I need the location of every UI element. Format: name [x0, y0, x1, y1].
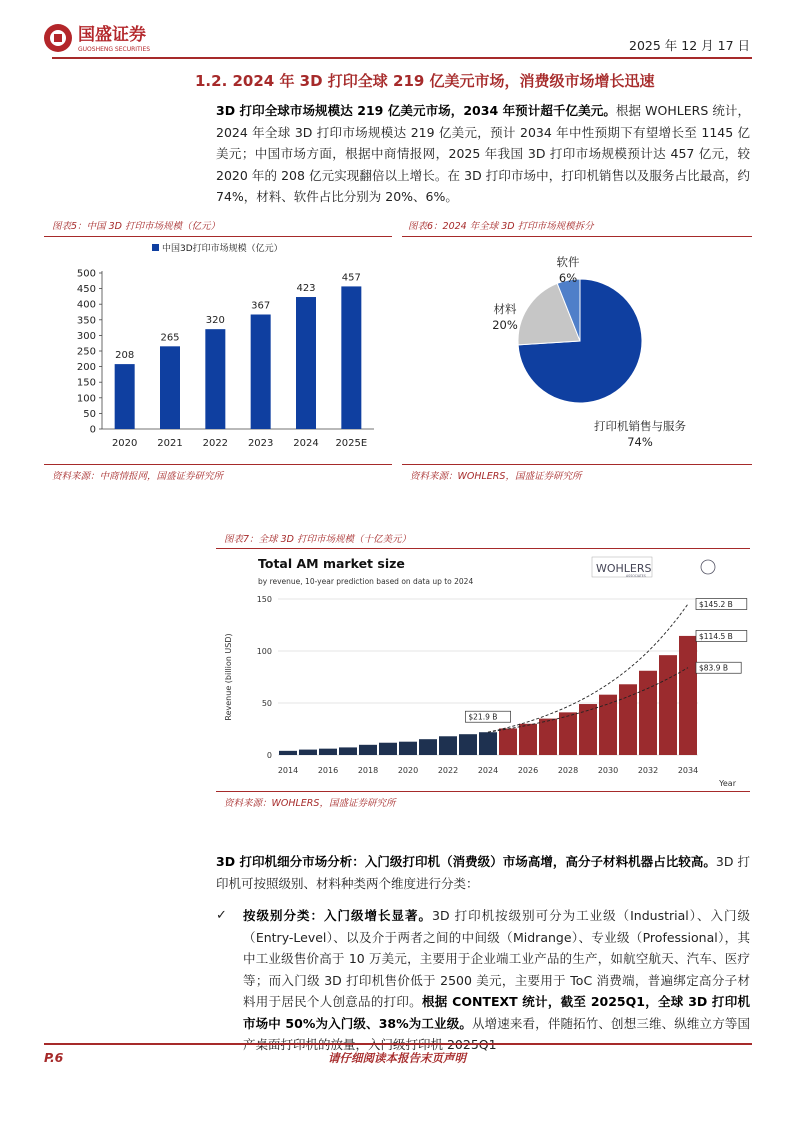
bar-value-label: 265 — [160, 332, 180, 344]
callout-label: $145.2 B — [699, 599, 733, 609]
bar — [359, 745, 377, 755]
bar — [296, 297, 316, 429]
bar — [419, 739, 437, 755]
y-tick-label: 50 — [83, 408, 96, 420]
report-date: 2025 年 12 月 17 日 — [629, 38, 750, 53]
x-tick-label: 2022 — [202, 438, 229, 449]
paragraph-market-size — [216, 100, 750, 208]
bar — [205, 329, 225, 429]
figure6-source: 资料来源：WOHLERS，国盛证券研究所 — [410, 471, 582, 482]
chart-title: Total AM market size — [258, 556, 405, 571]
figure5-source: 资料来源：中商情报网，国盛证券研究所 — [52, 471, 224, 482]
x-tick-label: 2032 — [637, 766, 659, 775]
pie-slice-percent: 6% — [558, 271, 578, 285]
figure6-source-rule — [402, 464, 752, 465]
x-tick-label: 2018 — [357, 766, 379, 775]
legend-swatch — [152, 244, 159, 251]
bullet-lead: 按级别分类：入门级增长显著。 — [243, 908, 433, 923]
bar-value-label: 367 — [251, 300, 271, 312]
x-tick-label: 2030 — [597, 766, 619, 775]
x-tick-label: 2020 — [397, 766, 419, 775]
logo-en-text: GUOSHENG SECURITIES — [78, 46, 151, 53]
bar — [599, 695, 617, 755]
footer-disclaimer-note: 请仔细阅读本报告末页声明 — [328, 1051, 466, 1065]
guosheng-logo — [40, 18, 190, 58]
y-tick-label: 0 — [89, 424, 96, 436]
figure7-caption: 图表7：全球 3D 打印市场规模（十亿美元） — [224, 534, 411, 545]
bar — [279, 751, 297, 755]
y-tick-label: 50 — [261, 699, 272, 708]
bullet-body-tail: 从增速来看，伴随拓竹、创想三维、纵维立方等国产桌面打印机的放量，入门级打印机 2025Q1 — [243, 1015, 750, 1052]
y-tick-label: 350 — [76, 315, 96, 327]
pie-slice-percent: 74% — [627, 435, 653, 449]
bar — [639, 671, 657, 755]
x-tick-label: 2028 — [557, 766, 579, 775]
figure7-source: 资料来源：WOHLERS，国盛证券研究所 — [224, 798, 396, 809]
header-rule — [52, 57, 752, 59]
y-axis-label: Revenue (billion USD) — [224, 633, 233, 721]
pie-slice-label: 材料 — [493, 302, 517, 316]
y-tick-label: 100 — [76, 393, 96, 405]
bar — [341, 286, 361, 429]
bar — [339, 747, 357, 755]
callout-label: $83.9 B — [699, 663, 729, 673]
figure7-global-am-market-chart — [224, 549, 744, 789]
footer-rule — [44, 1043, 752, 1045]
bar — [619, 684, 637, 755]
bullet-by-level — [243, 905, 750, 1056]
section-title: 1.2. 2024 年 3D 打印全球 219 亿美元市场，消费级市场增长迅速 — [195, 72, 655, 90]
x-tick-label: 2024 — [293, 438, 319, 449]
paragraph-lead: 3D 打印全球市场规模达 219 亿美元市场，2034 年预计超千亿美元。 — [216, 103, 616, 118]
pie-slice-label: 打印机销售与服务 — [594, 419, 686, 433]
paragraph-printer-segments — [216, 851, 750, 894]
y-tick-label: 150 — [76, 377, 96, 389]
chart-subtitle: by revenue, 10-year prediction based on data up to 2024 — [258, 577, 474, 586]
bar — [399, 742, 417, 755]
wohlers-logo-subtext: ASSOCIATES — [626, 574, 646, 578]
paragraph-lead: 3D 打印机细分市场分析：入门级打印机（消费级）市场高增，高分子材料机器占比较高。 — [216, 854, 716, 869]
x-axis-label: Year — [719, 779, 736, 788]
bar — [539, 719, 557, 755]
logo-emblem-icon — [40, 18, 190, 58]
bar — [115, 364, 135, 429]
wohlers-logo-text: WOHLERS — [596, 562, 652, 575]
bar — [659, 655, 677, 755]
y-tick-label: 450 — [76, 284, 96, 296]
bar — [559, 712, 577, 755]
bar — [251, 314, 271, 429]
x-tick-label: 2014 — [277, 766, 299, 775]
x-tick-label: 2020 — [111, 438, 138, 449]
bar — [439, 736, 457, 755]
bar — [319, 749, 337, 755]
x-tick-label: 2026 — [517, 766, 539, 775]
x-tick-label: 2024 — [477, 766, 499, 775]
bar-value-label: 457 — [341, 272, 361, 284]
figure5-china-market-bar-chart — [44, 236, 392, 462]
bar — [679, 636, 697, 755]
x-tick-label: 2025E — [335, 438, 368, 449]
y-tick-label: 0 — [266, 751, 272, 760]
bar — [379, 743, 397, 755]
bar — [299, 750, 317, 755]
pie-slice-label: 软件 — [556, 255, 580, 269]
y-tick-label: 200 — [76, 362, 96, 374]
y-tick-label: 250 — [76, 346, 96, 358]
bar-value-label: 320 — [205, 315, 225, 327]
legend-label: 中国3D打印市场规模（亿元） — [162, 244, 283, 254]
logo-cn-text: 国盛证券 — [78, 25, 146, 45]
y-tick-label: 150 — [256, 595, 272, 604]
x-tick-label: 2016 — [317, 766, 339, 775]
checkmark-icon: ✓ — [216, 908, 227, 923]
pie-slice-percent: 20% — [492, 318, 518, 332]
paragraph-body: 3D 打印机可按照级别、材料种类两个维度进行分类： — [216, 854, 750, 891]
page-number: P.6 — [44, 1050, 64, 1065]
bar — [579, 704, 597, 755]
paragraph-body: 根据 WOHLERS 统计，2024 年全球 3D 打印市场规模达 219 亿美元，预计 2034 年中性预期下有望增长至 1145 亿美元；中国市场方面，根据中商情报网，2025 年我国 3D 打印市场规模预计达 457 亿元，较 2020 年的 208 亿元实现翻倍以上增长。在 3D 打印市场中，打印机销售以及服务占比最高，约 74%，材料、软件占比分别为 20%、6%。 — [216, 103, 750, 204]
bar-value-label: 208 — [115, 350, 135, 362]
figure5-caption: 图表5：中国 3D 打印市场规模（亿元） — [52, 221, 220, 232]
bar — [479, 732, 497, 755]
figure6-market-split-pie-chart — [402, 236, 752, 462]
bar — [499, 728, 517, 755]
bullet-body: 3D 打印机按级别可分为工业级（Industrial）、入门级（Entry-Level）、以及介于两者之间的中间级（Midrange）、专业级（Professional），其中工业级售价高于 10 万美元，主要用于企业端工业产品的生产，如航空航天、汽车、医疗等；而入门级 3D 打印机售价低于 2500 美元，主要用于 ToC 消费端，普遍绑定高分子材料用于居民个人创意品的打印。 — [243, 908, 750, 1009]
y-tick-label: 400 — [76, 299, 96, 311]
x-tick-label: 2023 — [247, 438, 274, 449]
x-tick-label: 2022 — [437, 766, 459, 775]
bar — [519, 724, 537, 755]
figure6-caption: 图表6：2024 年全球 3D 打印市场规模拆分 — [408, 221, 594, 232]
y-tick-label: 300 — [76, 330, 96, 342]
x-tick-label: 2034 — [677, 766, 699, 775]
callout-label: $114.5 B — [699, 631, 733, 641]
bar — [459, 734, 477, 755]
y-tick-label: 500 — [76, 268, 96, 280]
bar — [160, 346, 180, 429]
figure5-source-rule — [44, 464, 392, 465]
callout-label: $21.9 B — [468, 712, 498, 722]
bar-value-label: 423 — [296, 283, 316, 295]
x-tick-label: 2021 — [157, 438, 183, 449]
y-tick-label: 100 — [256, 647, 272, 656]
astm-icon — [701, 560, 715, 574]
bullet-bold-stat: 根据 CONTEXT 统计，截至 2025Q1，全球 3D 打印机市场中 50%为入门级、38%为工业级。 — [243, 994, 750, 1031]
figure7-source-rule — [216, 791, 750, 792]
